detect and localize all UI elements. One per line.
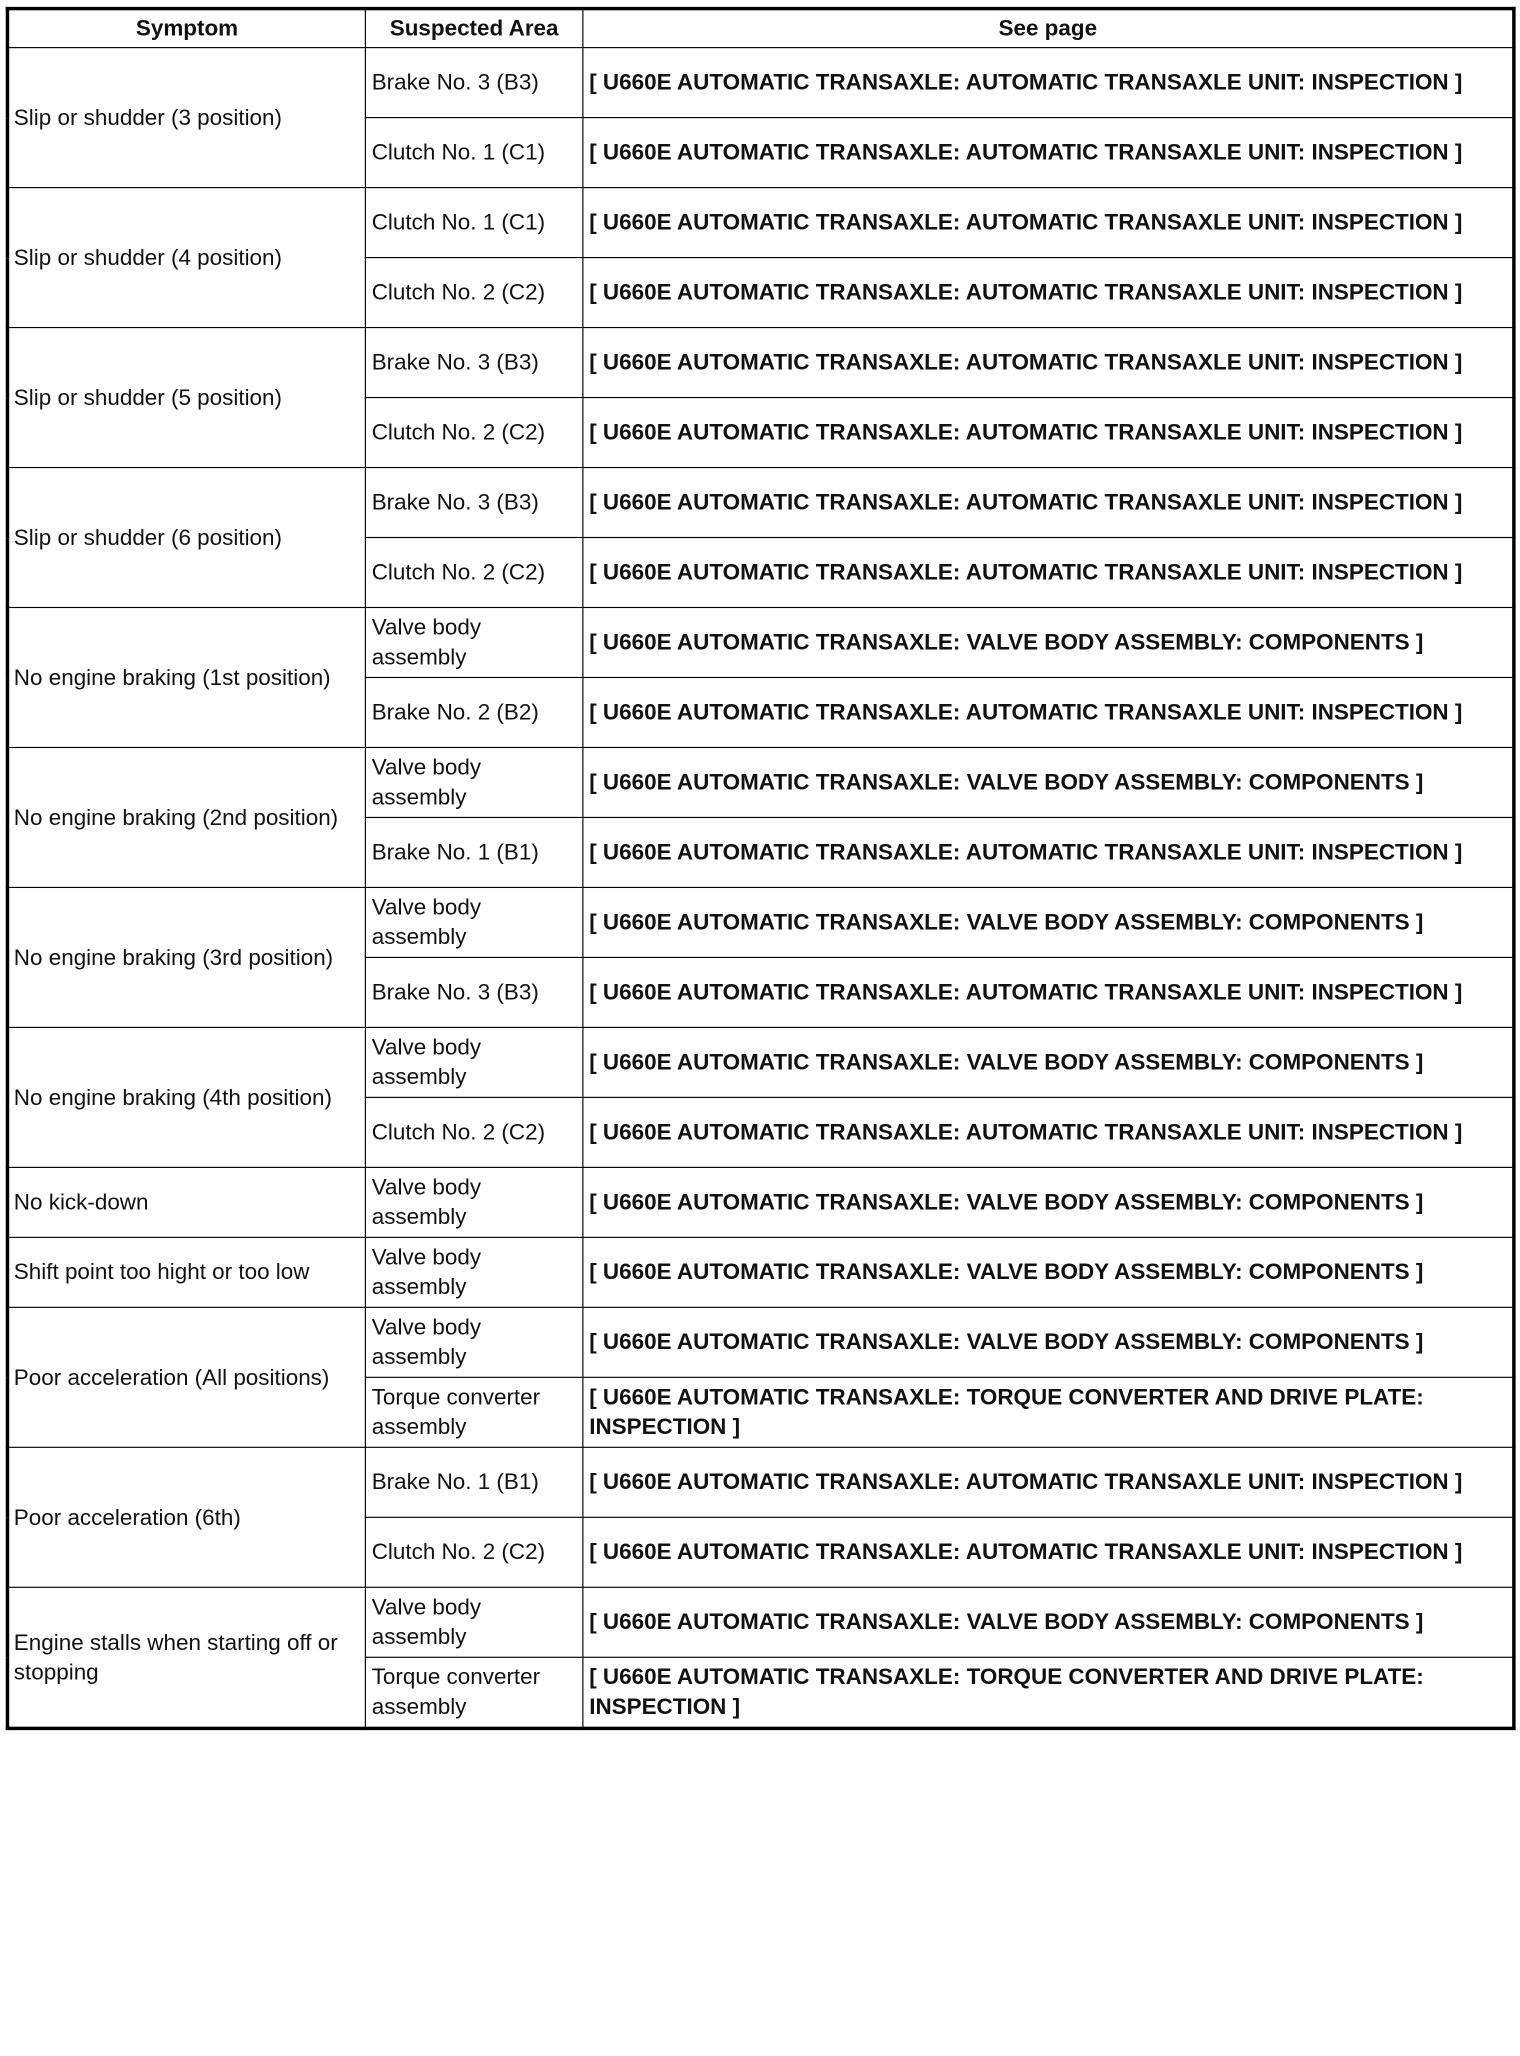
table-row — [7, 468, 1513, 538]
symptom-cell: Shift point too hight or too low — [7, 1237, 365, 1307]
header-suspected-area: Suspected Area — [365, 9, 583, 48]
see-page-cell: [ U660E AUTOMATIC TRANSAXLE: VALVE BODY ASSEMBLY: COMPONENTS ] — [583, 607, 1514, 677]
see-page-cell: [ U660E AUTOMATIC TRANSAXLE: VALVE BODY ASSEMBLY: COMPONENTS ] — [583, 1587, 1514, 1657]
symptom-cell: Slip or shudder (3 position) — [7, 48, 365, 188]
suspected-area-cell: Brake No. 3 (B3) — [365, 957, 583, 1027]
see-page-cell: [ U660E AUTOMATIC TRANSAXLE: AUTOMATIC TRANSAXLE UNIT: INSPECTION ] — [583, 188, 1514, 258]
table-row — [7, 48, 1513, 118]
suspected-area-cell: Brake No. 3 (B3) — [365, 328, 583, 398]
table-row — [7, 1237, 1513, 1307]
symptom-cell: No engine braking (2nd position) — [7, 747, 365, 887]
table-row — [7, 607, 1513, 677]
suspected-area-cell: Clutch No. 2 (C2) — [365, 398, 583, 468]
suspected-area-cell: Valve body assembly — [365, 747, 583, 817]
see-page-cell: [ U660E AUTOMATIC TRANSAXLE: TORQUE CONVERTER AND DRIVE PLATE: INSPECTION ] — [583, 1657, 1514, 1728]
table-row — [7, 1447, 1513, 1517]
see-page-cell: [ U660E AUTOMATIC TRANSAXLE: AUTOMATIC TRANSAXLE UNIT: INSPECTION ] — [583, 398, 1514, 468]
table-row — [7, 747, 1513, 817]
symptom-cell: No engine braking (3rd position) — [7, 887, 365, 1027]
symptom-cell: Engine stalls when starting off or stopping — [7, 1587, 365, 1728]
see-page-cell: [ U660E AUTOMATIC TRANSAXLE: VALVE BODY ASSEMBLY: COMPONENTS ] — [583, 1167, 1514, 1237]
see-page-cell: [ U660E AUTOMATIC TRANSAXLE: VALVE BODY ASSEMBLY: COMPONENTS ] — [583, 887, 1514, 957]
symptom-cell: No kick-down — [7, 1167, 365, 1237]
table-row — [7, 887, 1513, 957]
suspected-area-cell: Clutch No. 2 (C2) — [365, 1097, 583, 1167]
suspected-area-cell: Valve body assembly — [365, 607, 583, 677]
suspected-area-cell: Torque converter assembly — [365, 1657, 583, 1728]
suspected-area-cell: Brake No. 1 (B1) — [365, 1447, 583, 1517]
table-row — [7, 188, 1513, 258]
suspected-area-cell: Clutch No. 1 (C1) — [365, 188, 583, 258]
suspected-area-cell: Clutch No. 2 (C2) — [365, 258, 583, 328]
symptom-cell: Poor acceleration (All positions) — [7, 1307, 365, 1447]
see-page-cell: [ U660E AUTOMATIC TRANSAXLE: AUTOMATIC TRANSAXLE UNIT: INSPECTION ] — [583, 817, 1514, 887]
header-symptom: Symptom — [7, 9, 365, 48]
symptom-cell: No engine braking (4th position) — [7, 1027, 365, 1167]
table-row — [7, 1027, 1513, 1097]
table-row — [7, 1307, 1513, 1377]
symptom-cell: Slip or shudder (6 position) — [7, 468, 365, 608]
suspected-area-cell: Brake No. 1 (B1) — [365, 817, 583, 887]
table-row — [7, 1587, 1513, 1657]
see-page-cell: [ U660E AUTOMATIC TRANSAXLE: AUTOMATIC TRANSAXLE UNIT: INSPECTION ] — [583, 468, 1514, 538]
header-see-page: See page — [583, 9, 1514, 48]
suspected-area-cell: Clutch No. 1 (C1) — [365, 118, 583, 188]
suspected-area-cell: Brake No. 3 (B3) — [365, 468, 583, 538]
suspected-area-cell: Clutch No. 2 (C2) — [365, 1517, 583, 1587]
suspected-area-cell: Brake No. 2 (B2) — [365, 677, 583, 747]
suspected-area-cell: Valve body assembly — [365, 1027, 583, 1097]
see-page-cell: [ U660E AUTOMATIC TRANSAXLE: AUTOMATIC TRANSAXLE UNIT: INSPECTION ] — [583, 957, 1514, 1027]
see-page-cell: [ U660E AUTOMATIC TRANSAXLE: AUTOMATIC TRANSAXLE UNIT: INSPECTION ] — [583, 1097, 1514, 1167]
table-row — [7, 1167, 1513, 1237]
see-page-cell: [ U660E AUTOMATIC TRANSAXLE: AUTOMATIC TRANSAXLE UNIT: INSPECTION ] — [583, 538, 1514, 608]
suspected-area-cell: Valve body assembly — [365, 1307, 583, 1377]
see-page-cell: [ U660E AUTOMATIC TRANSAXLE: TORQUE CONVERTER AND DRIVE PLATE: INSPECTION ] — [583, 1377, 1514, 1447]
see-page-cell: [ U660E AUTOMATIC TRANSAXLE: AUTOMATIC TRANSAXLE UNIT: INSPECTION ] — [583, 677, 1514, 747]
see-page-cell: [ U660E AUTOMATIC TRANSAXLE: AUTOMATIC TRANSAXLE UNIT: INSPECTION ] — [583, 118, 1514, 188]
symptom-cell: Slip or shudder (4 position) — [7, 188, 365, 328]
see-page-cell: [ U660E AUTOMATIC TRANSAXLE: AUTOMATIC TRANSAXLE UNIT: INSPECTION ] — [583, 48, 1514, 118]
see-page-cell: [ U660E AUTOMATIC TRANSAXLE: VALVE BODY ASSEMBLY: COMPONENTS ] — [583, 1027, 1514, 1097]
header-row — [7, 9, 1513, 48]
symptom-cell: No engine braking (1st position) — [7, 607, 365, 747]
suspected-area-cell: Clutch No. 2 (C2) — [365, 538, 583, 608]
suspected-area-cell: Torque converter assembly — [365, 1377, 583, 1447]
see-page-cell: [ U660E AUTOMATIC TRANSAXLE: VALVE BODY ASSEMBLY: COMPONENTS ] — [583, 1307, 1514, 1377]
see-page-cell: [ U660E AUTOMATIC TRANSAXLE: VALVE BODY ASSEMBLY: COMPONENTS ] — [583, 747, 1514, 817]
symptom-cell: Slip or shudder (5 position) — [7, 328, 365, 468]
suspected-area-cell: Valve body assembly — [365, 887, 583, 957]
see-page-cell: [ U660E AUTOMATIC TRANSAXLE: AUTOMATIC TRANSAXLE UNIT: INSPECTION ] — [583, 1447, 1514, 1517]
see-page-cell: [ U660E AUTOMATIC TRANSAXLE: AUTOMATIC TRANSAXLE UNIT: INSPECTION ] — [583, 328, 1514, 398]
suspected-area-cell: Brake No. 3 (B3) — [365, 48, 583, 118]
see-page-cell: [ U660E AUTOMATIC TRANSAXLE: AUTOMATIC TRANSAXLE UNIT: INSPECTION ] — [583, 258, 1514, 328]
symptom-cell: Poor acceleration (6th) — [7, 1447, 365, 1587]
see-page-cell: [ U660E AUTOMATIC TRANSAXLE: VALVE BODY ASSEMBLY: COMPONENTS ] — [583, 1237, 1514, 1307]
see-page-cell: [ U660E AUTOMATIC TRANSAXLE: AUTOMATIC TRANSAXLE UNIT: INSPECTION ] — [583, 1517, 1514, 1587]
symptom-table — [6, 7, 1516, 1730]
suspected-area-cell: Valve body assembly — [365, 1167, 583, 1237]
suspected-area-cell: Valve body assembly — [365, 1587, 583, 1657]
suspected-area-cell: Valve body assembly — [365, 1237, 583, 1307]
table-row — [7, 328, 1513, 398]
